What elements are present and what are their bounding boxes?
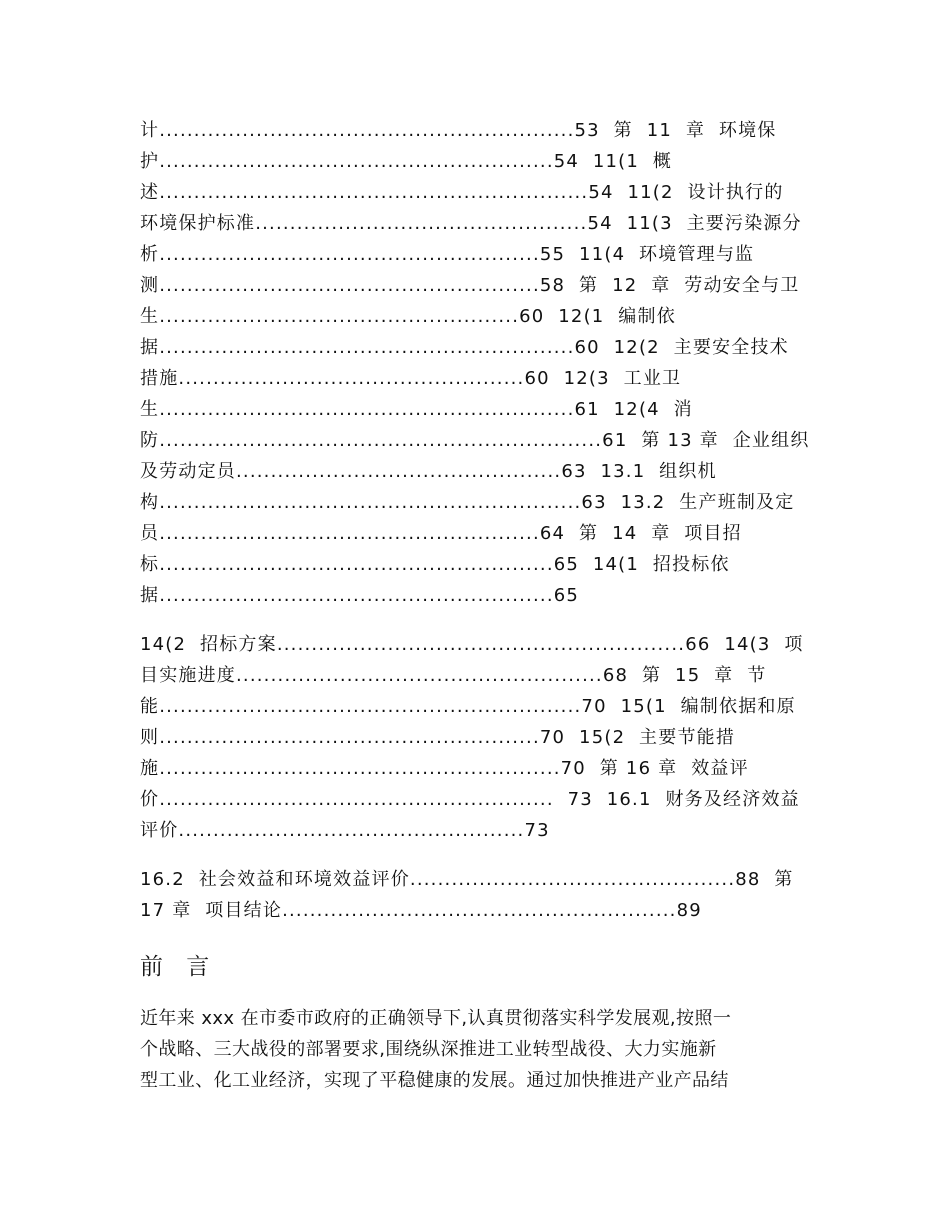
preface-paragraph-line: 型工业、化工业经济，实现了平稳健康的发展。通过加快推进产业产品结 bbox=[140, 1070, 729, 1091]
toc-line: 16.2 社会效益和环境效益评价...............................................88 第 bbox=[140, 869, 794, 890]
toc-line: 员.......................................................64 第 14 章 项目招 bbox=[140, 523, 742, 544]
toc-line: 目实施进度.....................................................68 第 15 章 节 bbox=[140, 665, 767, 686]
toc-line: 施..........................................................70 第 16 章 效益评 bbox=[140, 758, 749, 779]
toc-line: 生....................................................60 12(1 编制依 bbox=[140, 306, 676, 327]
toc-line: 测.......................................................58 第 12 章 劳动安全与卫 bbox=[140, 275, 800, 296]
toc-line: 述..............................................................54 11(2 设计执行的 bbox=[140, 182, 784, 203]
toc-line: 及劳动定员...............................................63 13.1 组织机 bbox=[140, 461, 717, 482]
toc-line: 计............................................................53 第 11 章 环境保 bbox=[140, 120, 777, 141]
toc-line: 14(2 招标方案...........................................................66 14(3 项 bbox=[140, 634, 804, 655]
preface-paragraph-line: 近年来 xxx 在市委市政府的正确领导下,认真贯彻落实科学发展观,按照一 bbox=[140, 1008, 732, 1029]
toc-line: 环境保护标准................................................54 11(3 主要污染源分 bbox=[140, 213, 802, 234]
toc-line: 析.......................................................55 11(4 环境管理与监 bbox=[140, 244, 755, 265]
preface-heading: 前 言 bbox=[140, 954, 218, 980]
toc-line: 护.........................................................54 11(1 概 bbox=[140, 151, 673, 172]
toc-line: 据.........................................................65 bbox=[140, 585, 580, 606]
toc-line: 防................................................................61 第 13 章 企业组织 bbox=[140, 430, 810, 451]
preface-paragraph-line: 个战略、三大战役的部署要求,围绕纵深推进工业转型战役、大力实施新 bbox=[140, 1039, 717, 1060]
toc-line: 价......................................................... 73 16.1 财务及经济效益 bbox=[140, 789, 800, 810]
toc-line: 构.............................................................63 13.2 生产班制及定 bbox=[140, 492, 795, 513]
toc-line: 标.........................................................65 14(1 招投标依 bbox=[140, 554, 730, 575]
toc-line: 17 章 项目结论.........................................................89 bbox=[140, 900, 702, 921]
toc-line: 评价..................................................73 bbox=[140, 820, 550, 841]
toc-line: 生............................................................61 12(4 消 bbox=[140, 399, 693, 420]
toc-line: 据............................................................60 12(2 主要安全技术 bbox=[140, 337, 789, 358]
toc-line: 则.......................................................70 15(2 主要节能措 bbox=[140, 727, 736, 748]
toc-line: 能.............................................................70 15(1 编制依据和原 bbox=[140, 696, 796, 717]
toc-line: 措施..................................................60 12(3 工业卫 bbox=[140, 368, 682, 389]
